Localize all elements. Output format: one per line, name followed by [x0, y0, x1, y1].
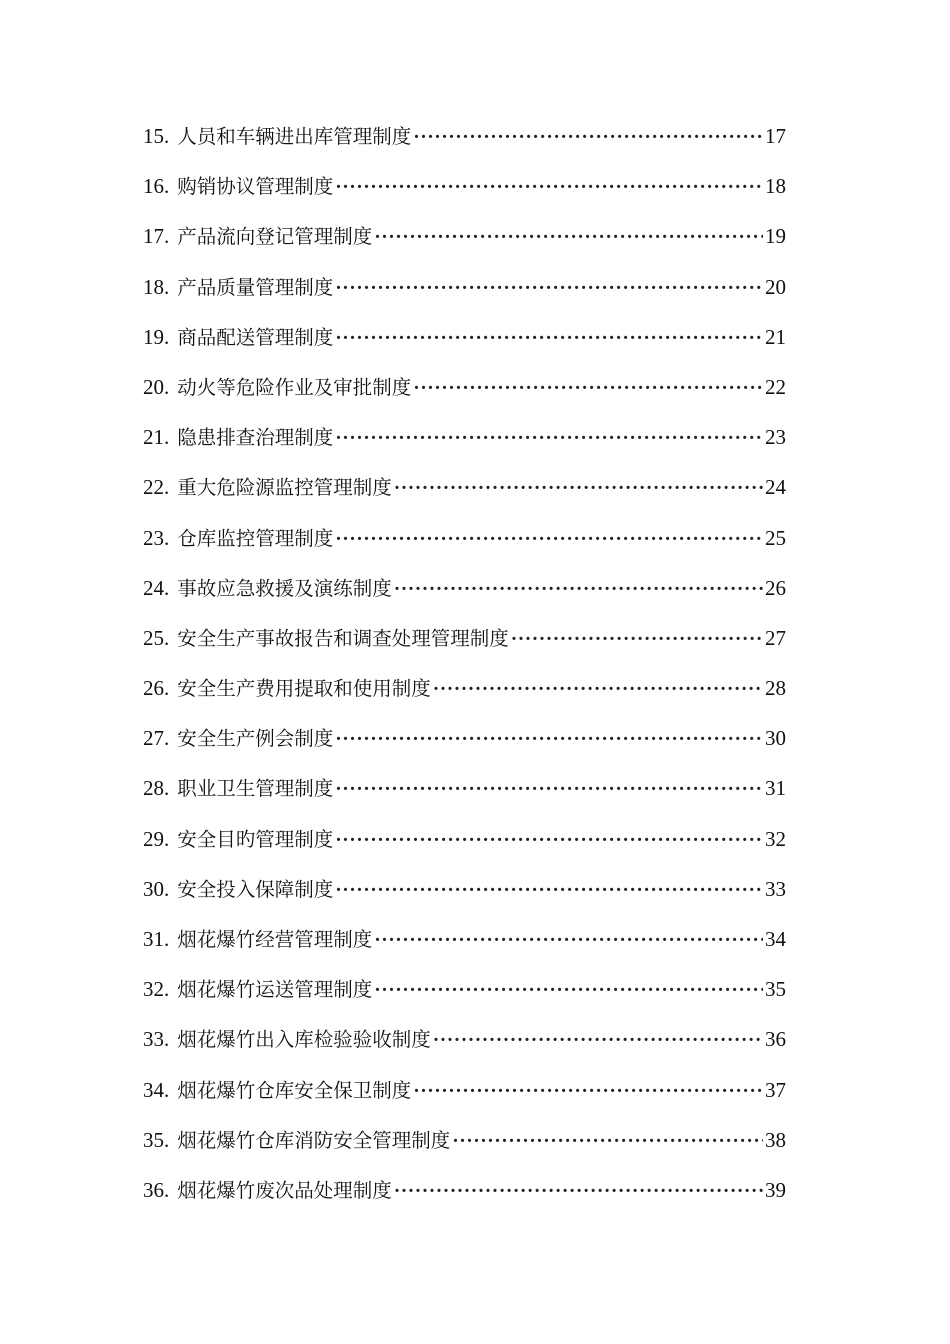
toc-entry-number: 19.	[143, 324, 170, 349]
toc-entry-title: 烟花爆竹仓库消防安全管理制度	[177, 1128, 451, 1152]
toc-entry-title: 安全目旳管理制度	[177, 827, 334, 851]
toc-entry-number: 28.	[143, 776, 170, 801]
toc-entry-page-number: 20	[765, 274, 786, 299]
toc-dot-leader	[433, 1024, 763, 1057]
toc-dot-leader	[335, 723, 763, 756]
toc-dot-leader	[413, 1075, 763, 1108]
toc-entry-number: 29.	[143, 826, 170, 851]
toc-entry-number: 16.	[143, 174, 170, 199]
toc-entry-title: 烟花爆竹仓库安全保卫制度	[177, 1078, 412, 1102]
toc-entry-page-number: 24	[765, 475, 786, 500]
toc-entry-number: 36.	[143, 1177, 170, 1202]
toc-dot-leader	[374, 221, 763, 254]
toc-entry-number: 31.	[143, 927, 170, 951]
toc-entry[interactable]	[143, 170, 786, 220]
toc-dot-leader	[394, 472, 763, 505]
toc-entry-page-number: 17	[765, 124, 786, 148]
toc-entry-page-number: 36	[765, 1027, 786, 1052]
toc-entry[interactable]	[143, 321, 786, 371]
toc-entry[interactable]	[143, 220, 786, 270]
toc-entry-page-number: 39	[765, 1177, 786, 1202]
toc-entry-page-number: 23	[765, 425, 786, 450]
toc-entry-page-number: 33	[765, 876, 786, 901]
toc-entry-number: 22.	[143, 475, 170, 500]
toc-entry[interactable]	[143, 923, 786, 973]
toc-entry-page-number: 21	[765, 324, 786, 349]
toc-entry-number: 27.	[143, 726, 170, 751]
toc-entry[interactable]	[143, 271, 786, 321]
toc-entry-title: 职业卫生管理制度	[177, 777, 334, 801]
toc-entry[interactable]	[143, 421, 786, 471]
toc-dot-leader	[335, 874, 763, 907]
toc-entry-number: 23.	[143, 525, 170, 550]
toc-dot-leader	[413, 121, 763, 154]
toc-entry-number: 18.	[143, 274, 170, 299]
toc-entry-page-number: 32	[765, 826, 786, 851]
toc-entry-title: 仓库监控管理制度	[177, 526, 334, 550]
toc-entry-number: 34.	[143, 1077, 170, 1102]
toc-entry-title: 购销协议管理制度	[177, 175, 334, 199]
toc-entry-title: 安全生产事故报告和调查处理管理制度	[177, 626, 509, 650]
toc-entry[interactable]	[143, 772, 786, 822]
toc-entry-page-number: 34	[765, 927, 786, 951]
toc-entry[interactable]	[143, 371, 786, 421]
toc-dot-leader	[335, 322, 763, 355]
toc-entry-page-number: 30	[765, 726, 786, 751]
toc-entry-number: 26.	[143, 676, 170, 701]
toc-entry[interactable]	[143, 471, 786, 521]
toc-entry-page-number: 22	[765, 374, 786, 399]
toc-entry-title: 烟花爆竹废次品处理制度	[177, 1178, 392, 1202]
toc-dot-leader	[335, 171, 763, 204]
toc-entry-number: 32.	[143, 977, 170, 1002]
toc-entry-page-number: 37	[765, 1077, 786, 1102]
toc-entry[interactable]	[143, 873, 786, 923]
toc-entry-number: 33.	[143, 1027, 170, 1052]
toc-dot-leader	[511, 623, 763, 656]
toc-entry[interactable]	[143, 1124, 786, 1174]
toc-entry-title: 烟花爆竹经营管理制度	[177, 928, 373, 951]
toc-entry-number: 35.	[143, 1127, 170, 1152]
toc-entry-number: 15.	[143, 124, 170, 148]
toc-dot-leader	[335, 272, 763, 305]
toc-dot-leader	[394, 1175, 763, 1208]
toc-entry-number: 24.	[143, 575, 170, 600]
toc-entry-number: 17.	[143, 224, 170, 249]
toc-entry-page-number: 26	[765, 575, 786, 600]
table-of-contents	[143, 120, 786, 1224]
toc-dot-leader	[335, 523, 763, 556]
toc-dot-leader	[374, 924, 763, 957]
toc-entry-title: 动火等危险作业及审批制度	[177, 375, 412, 399]
toc-entry-page-number: 27	[765, 625, 786, 650]
toc-dot-leader	[335, 422, 763, 455]
toc-entry[interactable]	[143, 722, 786, 772]
toc-entry-page-number: 28	[765, 676, 786, 701]
toc-dot-leader	[394, 573, 763, 606]
toc-entry-title: 人员和车辆进出库管理制度	[177, 125, 412, 148]
toc-entry-page-number: 25	[765, 525, 786, 550]
toc-entry[interactable]	[143, 622, 786, 672]
toc-entry-title: 产品质量管理制度	[177, 275, 334, 299]
toc-entry-title: 商品配送管理制度	[177, 325, 334, 349]
toc-entry-page-number: 38	[765, 1127, 786, 1152]
toc-entry-title: 产品流向登记管理制度	[177, 225, 373, 249]
toc-entry[interactable]	[143, 522, 786, 572]
toc-entry-title: 烟花爆竹出入库检验验收制度	[177, 1028, 431, 1052]
toc-entry-title: 重大危险源监控管理制度	[177, 476, 392, 500]
toc-entry[interactable]	[143, 1023, 786, 1073]
toc-dot-leader	[452, 1125, 763, 1158]
toc-entry-title: 安全生产费用提取和使用制度	[177, 677, 431, 701]
toc-entry-number: 20.	[143, 374, 170, 399]
toc-entry-page-number: 31	[765, 776, 786, 801]
toc-entry[interactable]	[143, 973, 786, 1023]
toc-entry-title: 安全投入保障制度	[177, 877, 334, 901]
toc-entry-page-number: 35	[765, 977, 786, 1002]
toc-entry-number: 21.	[143, 425, 170, 450]
toc-entry[interactable]	[143, 120, 786, 170]
toc-entry[interactable]	[143, 672, 786, 722]
toc-entry-page-number: 19	[765, 224, 786, 249]
toc-dot-leader	[413, 372, 763, 405]
toc-entry-title: 安全生产例会制度	[177, 727, 334, 751]
toc-entry-page-number: 18	[765, 174, 786, 199]
toc-entry[interactable]	[143, 572, 786, 622]
toc-dot-leader	[335, 824, 763, 857]
toc-dot-leader	[433, 673, 763, 706]
toc-entry[interactable]	[143, 823, 786, 873]
toc-dot-leader	[335, 773, 763, 806]
toc-entry-title: 事故应急救援及演练制度	[177, 576, 392, 600]
toc-entry-title: 烟花爆竹运送管理制度	[177, 978, 373, 1002]
toc-entry-title: 隐患排查治理制度	[177, 426, 334, 450]
toc-entry-number: 30.	[143, 876, 170, 901]
toc-dot-leader	[374, 974, 763, 1007]
toc-entry[interactable]	[143, 1074, 786, 1124]
toc-entry[interactable]	[143, 1174, 786, 1224]
toc-entry-number: 25.	[143, 625, 170, 650]
